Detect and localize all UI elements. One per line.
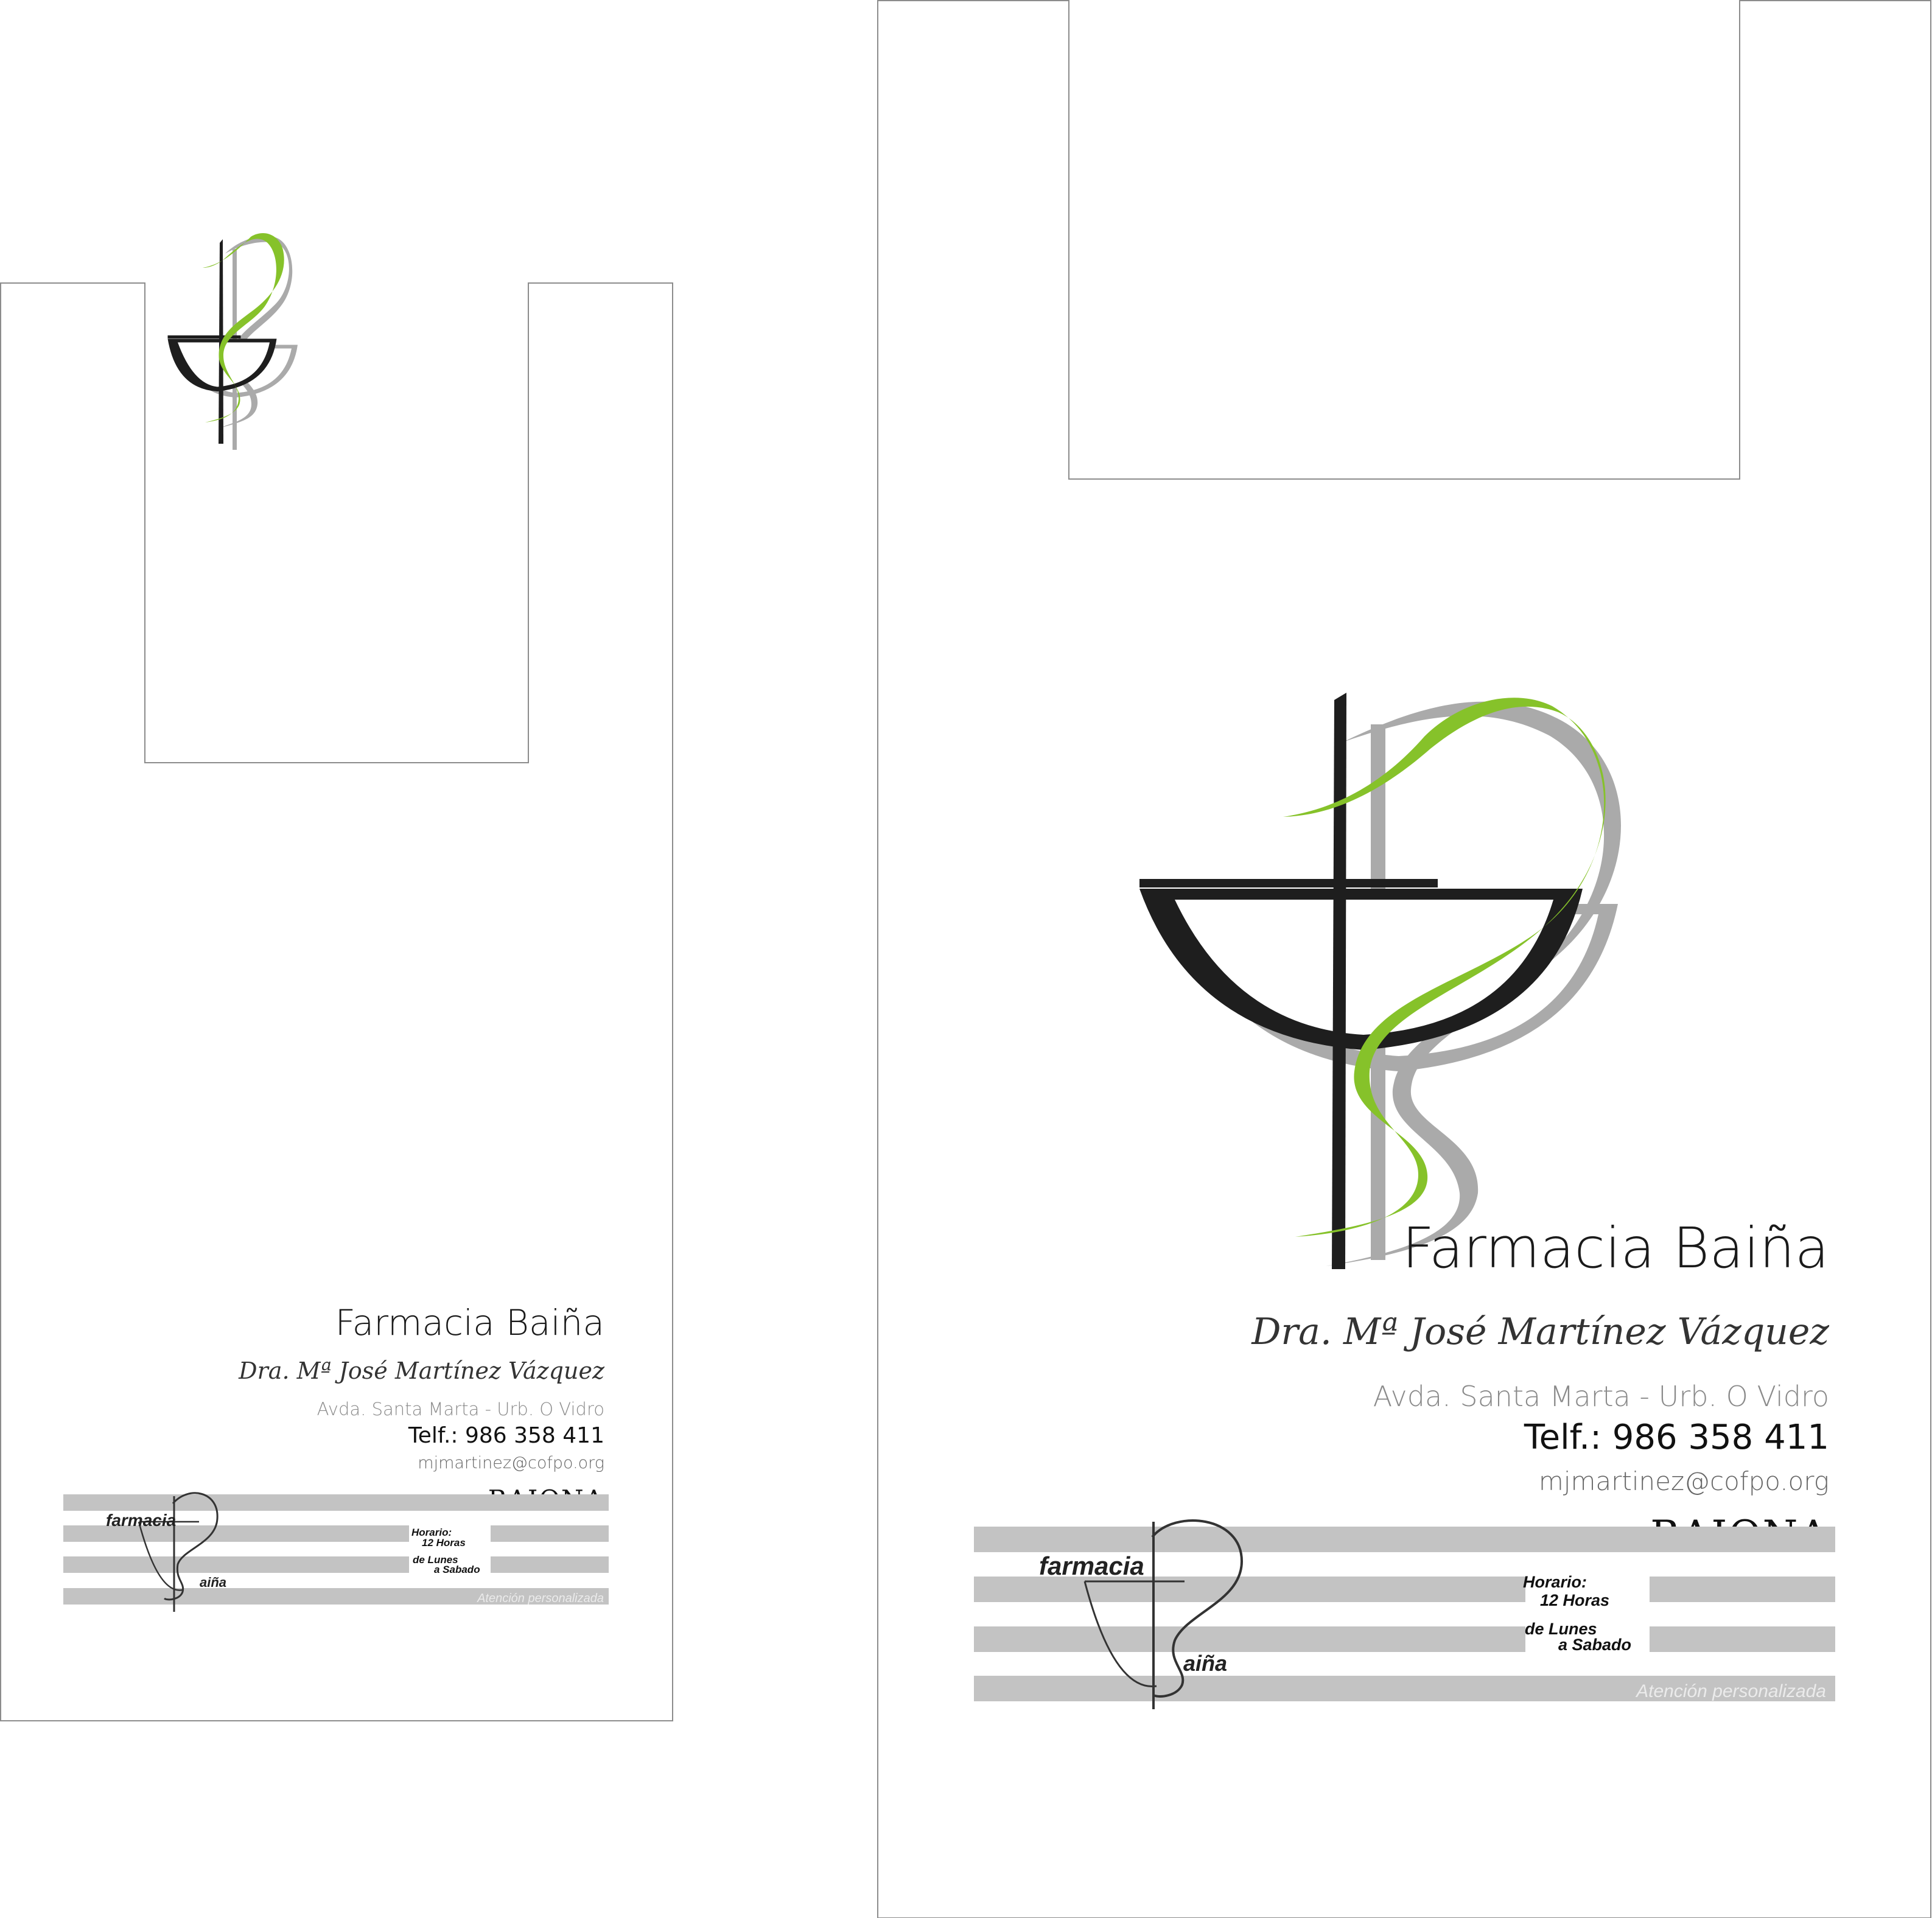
hours-duration: 12 Horas: [1540, 1591, 1610, 1609]
hours-label: Horario:: [1523, 1573, 1587, 1591]
doctor-name: Dra. Mª José Martínez Vázquez: [239, 1357, 604, 1384]
hours-days-from: de Lunes: [1525, 1620, 1597, 1638]
mini-logo-word-baina: aiña: [1183, 1651, 1228, 1676]
mini-logo-word-farmacia: farmacia: [1039, 1552, 1144, 1580]
hours-label: Horario:: [411, 1527, 452, 1538]
hours-days-from: de Lunes: [413, 1554, 458, 1566]
doctor-name: Dra. Mª José Martínez Vázquez: [1251, 1311, 1829, 1353]
phone: Telf.: 986 358 411: [408, 1423, 604, 1448]
tagline: Atención personalizada: [477, 1592, 604, 1605]
email: mjmartinez@cofpo.org: [1538, 1466, 1829, 1496]
pharmacy-name: Farmacia Baiña: [335, 1302, 604, 1343]
address: Avda. Santa Marta - Urb. O Vidro: [317, 1399, 604, 1419]
mini-logo-word-baina: aiña: [200, 1575, 227, 1590]
email: mjmartinez@cofpo.org: [418, 1454, 604, 1472]
address: Avda. Santa Marta - Urb. O Vidro: [1373, 1380, 1829, 1413]
mini-logo-word-farmacia: farmacia: [106, 1511, 177, 1530]
hours-duration: 12 Horas: [422, 1537, 466, 1549]
tagline: Atención personalizada: [1636, 1681, 1826, 1701]
hours-days-to: a Sabado: [1558, 1636, 1632, 1654]
phone: Telf.: 986 358 411: [1524, 1418, 1829, 1457]
hours-days-to: a Sabado: [434, 1564, 480, 1575]
pharmacy-name: Farmacia Baiña: [1402, 1216, 1829, 1281]
